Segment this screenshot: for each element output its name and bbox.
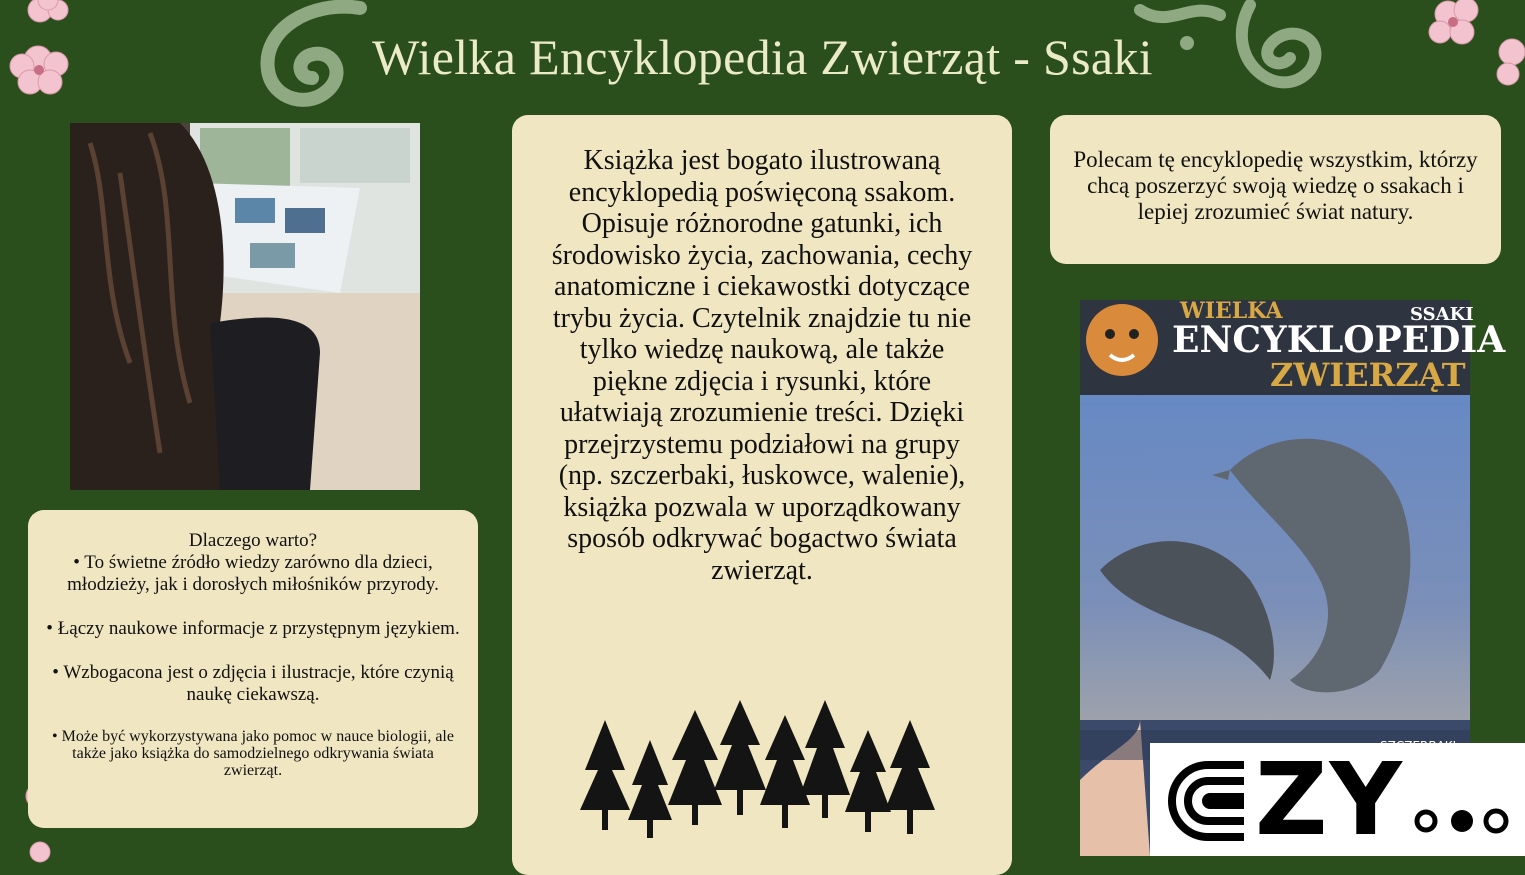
why-worth-card [28, 510, 478, 828]
description-text: Książka jest bogato ilustrowaną encyklopedią poświęconą ssakom. Opisuje różnorodne gatunki, ich środowisko życia, zachowania, cechy anatomiczne i ciekawostki dotyczące trybu życia. Czytelnik znajdzie tu nie tylko wiedzę naukową, ale także piękne zdjęcia i rysunki, które ułatwiają zrozumienie treści. Dzięki przejrzystemu podziałowi na grupy (np. szczerbaki, łuskowce, walenie), książka pozwala w uporządkowany sposób odkrywać bogactwo świata zwierząt. [551, 145, 973, 586]
why-worth-heading: Dlaczego warto? • To świetne źródło wiedzy zarówno dla dzieci, młodzieży, jak i dorosłych miłośników przyrody. [67, 530, 439, 595]
why-point: • To świetne źródło wiedzy zarówno dla dzieci, młodzieży, jak i dorosłych miłośników przyrody. [67, 552, 439, 595]
cover-corner: SSAKI [1410, 304, 1474, 325]
why-point: • Może być wykorzystywana jako pomoc w nauce biologii, ale także jako książka do samodzielnego odkrywania świata zwierząt. [52, 728, 454, 779]
description-card [512, 115, 1012, 875]
why-point: • Wzbogacona jest o zdjęcia i ilustracje, które czynią naukę ciekawszą. [52, 662, 454, 705]
recommendation-card [1050, 115, 1501, 264]
cover-line2: ENCYKLOPEDIA [1172, 319, 1506, 361]
reader-photo [70, 123, 420, 490]
cover-line3: ZWIERZĄT [1270, 356, 1466, 394]
logo-text: ZY [1255, 741, 1404, 858]
recommendation-text: Polecam tę encyklopedię wszystkim, którzy chcą poszerzyć swoją wiedzę o ssakach i lepiej zrozumieć świat natury. [1073, 147, 1478, 224]
why-point: • Łączy naukowe informacje z przystępnym językiem. [46, 618, 460, 639]
cover-line1: WIELKA [1180, 298, 1283, 324]
logo-c-icon [1164, 757, 1254, 843]
logo-dots-icon [1412, 803, 1512, 839]
trees-icon [580, 700, 945, 840]
page-title: Wielka Encyklopedia Zwierząt - Ssaki [372, 29, 1153, 85]
